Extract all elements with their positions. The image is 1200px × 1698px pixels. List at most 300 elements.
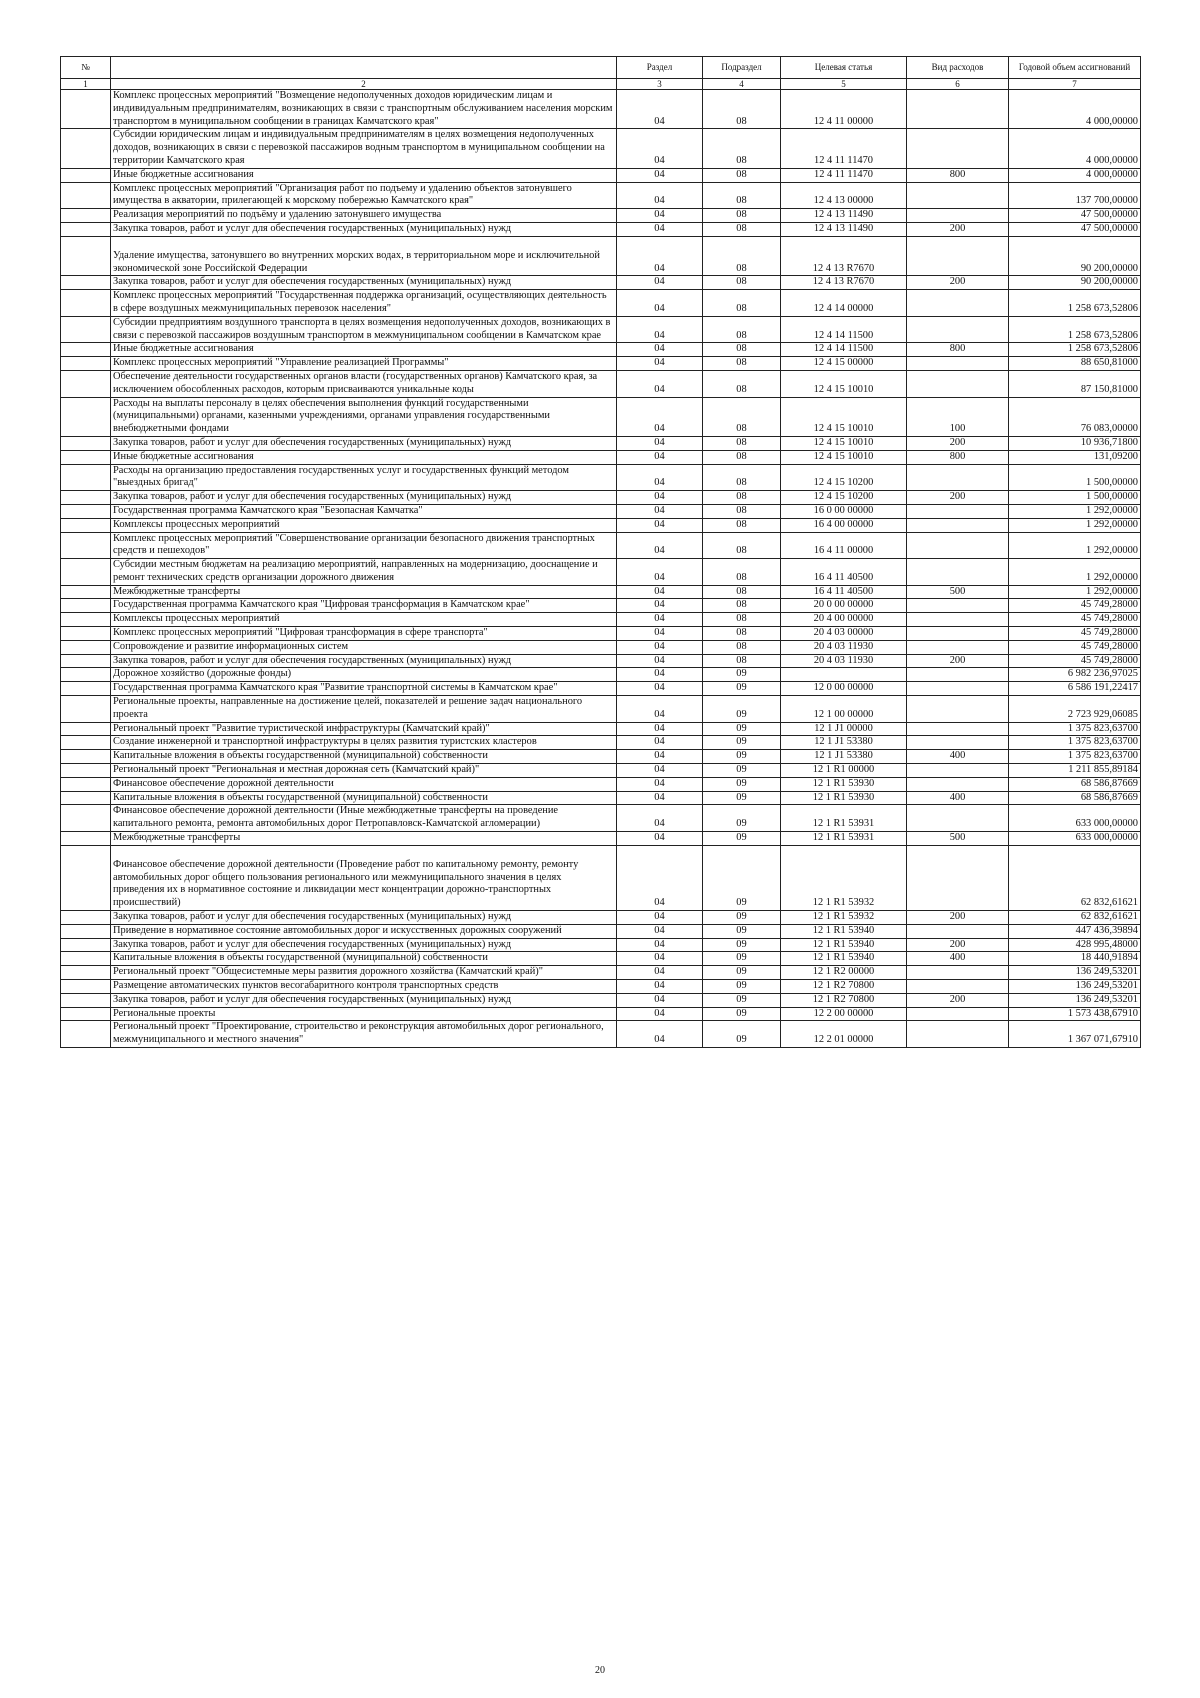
table-row [61,236,1141,276]
row-sum-cell: 10 936,71800 [1009,436,1141,450]
row-vid-rashodov-cell [907,966,1009,980]
row-number-cell [61,805,111,832]
row-podrazdel-cell: 08 [703,640,781,654]
row-razdel-cell: 04 [617,518,703,532]
row-celevaya-statya-cell: 12 4 13 00000 [781,182,907,209]
row-name-cell: Закупка товаров, работ и услуг для обеспечения государственных (муниципальных) нужд [111,491,617,505]
row-number-cell [61,168,111,182]
row-vid-rashodov-cell [907,464,1009,491]
row-vid-rashodov-cell [907,357,1009,371]
column-number-row [61,79,1141,90]
header-celevaya-statya: Целевая статья [781,57,907,79]
row-name-cell: Расходы на организацию предоставления государственных услуг и государственных функций методом "выездных бригад" [111,464,617,491]
row-number-cell [61,791,111,805]
row-razdel-cell: 04 [617,585,703,599]
row-razdel-cell: 04 [617,845,703,910]
row-number-cell [61,750,111,764]
row-celevaya-statya-cell: 16 0 00 00000 [781,504,907,518]
table-row [61,736,1141,750]
row-razdel-cell: 04 [617,924,703,938]
table-row [61,1007,1141,1021]
row-podrazdel-cell: 09 [703,805,781,832]
row-celevaya-statya-cell: 12 4 15 10200 [781,491,907,505]
page-number: 20 [595,1665,605,1676]
row-number-cell [61,1021,111,1048]
table-row [61,938,1141,952]
table-row [61,980,1141,994]
row-name-cell: Капитальные вложения в объекты государственной (муниципальной) собственности [111,791,617,805]
row-number-cell [61,736,111,750]
row-razdel-cell: 04 [617,993,703,1007]
row-podrazdel-cell: 09 [703,764,781,778]
row-name-cell: Капитальные вложения в объекты государственной (муниципальной) собственности [111,750,617,764]
row-sum-cell: 6 982 236,97025 [1009,668,1141,682]
row-vid-rashodov-cell [907,316,1009,343]
table-row [61,129,1141,168]
row-sum-cell: 633 000,00000 [1009,832,1141,846]
row-razdel-cell: 04 [617,640,703,654]
table-row [61,696,1141,723]
row-celevaya-statya-cell: 12 1 R1 53930 [781,791,907,805]
row-vid-rashodov-cell [907,764,1009,778]
row-podrazdel-cell: 08 [703,436,781,450]
row-sum-cell: 428 995,48000 [1009,938,1141,952]
row-name-cell: Субсидии местным бюджетам на реализацию мероприятий, направленных на модернизацию, дооснащение и ремонт технических средств организации дорожного движения [111,559,617,586]
row-razdel-cell: 04 [617,1021,703,1048]
row-celevaya-statya-cell: 12 4 14 00000 [781,290,907,317]
row-podrazdel-cell: 08 [703,450,781,464]
row-razdel-cell: 04 [617,1007,703,1021]
row-name-cell: Комплекс процессных мероприятий "Организация работ по подъему и удалению объектов затонувшего имущества в акватории, прилегающей к морскому побережью Камчатского края" [111,182,617,209]
row-number-cell [61,209,111,223]
row-razdel-cell: 04 [617,966,703,980]
row-sum-cell: 45 749,28000 [1009,599,1141,613]
row-celevaya-statya-cell: 12 4 15 00000 [781,357,907,371]
row-vid-rashodov-cell: 200 [907,222,1009,236]
table-row [61,777,1141,791]
row-number-cell [61,668,111,682]
row-podrazdel-cell: 09 [703,938,781,952]
row-number-cell [61,236,111,276]
table-row [61,450,1141,464]
row-name-cell: Удаление имущества, затонувшего во внутренних морских водах, в территориальном море и исключительной экономической зоне Российской Федерации [111,236,617,276]
row-name-cell: Межбюджетные трансферты [111,832,617,846]
row-celevaya-statya-cell: 12 2 00 00000 [781,1007,907,1021]
row-razdel-cell: 04 [617,832,703,846]
row-sum-cell: 633 000,00000 [1009,805,1141,832]
row-name-cell: Субсидии юридическим лицам и индивидуальным предпринимателям в целях возмещения недополученных доходов, возникающих в связи с перевозкой пассажиров водным транспортом в муниципальном сообщении на территории Камчатского края [111,129,617,168]
row-number-cell [61,222,111,236]
row-razdel-cell: 04 [617,805,703,832]
row-sum-cell: 4 000,00000 [1009,129,1141,168]
row-sum-cell: 136 249,53201 [1009,980,1141,994]
row-sum-cell: 136 249,53201 [1009,993,1141,1007]
row-sum-cell: 90 200,00000 [1009,236,1141,276]
row-razdel-cell: 04 [617,504,703,518]
row-celevaya-statya-cell: 12 1 J1 53380 [781,750,907,764]
row-name-cell: Сопровождение и развитие информационных систем [111,640,617,654]
row-razdel-cell: 04 [617,938,703,952]
row-vid-rashodov-cell [907,722,1009,736]
row-celevaya-statya-cell: 12 1 R1 53940 [781,952,907,966]
row-vid-rashodov-cell: 200 [907,491,1009,505]
row-razdel-cell: 04 [617,370,703,397]
row-number-cell [61,316,111,343]
table-row [61,682,1141,696]
table-row [61,911,1141,925]
row-name-cell: Реализация мероприятий по подъёму и удалению затонувшего имущества [111,209,617,223]
row-sum-cell: 1 258 673,52806 [1009,343,1141,357]
row-celevaya-statya-cell: 12 1 R1 53940 [781,938,907,952]
row-sum-cell: 1 375 823,63700 [1009,736,1141,750]
row-name-cell: Расходы на выплаты персоналу в целях обеспечения выполнения функций государственными (муниципальными) органами, казенными учреждениями, органами управления государственными внебюджетными фондами [111,397,617,436]
table-row [61,791,1141,805]
row-podrazdel-cell: 09 [703,682,781,696]
row-name-cell: Иные бюджетные ассигнования [111,343,617,357]
row-razdel-cell: 04 [617,952,703,966]
row-name-cell: Закупка товаров, работ и услуг для обеспечения государственных (муниципальных) нужд [111,938,617,952]
row-sum-cell: 62 832,61621 [1009,845,1141,910]
row-sum-cell: 1 500,00000 [1009,491,1141,505]
row-podrazdel-cell: 09 [703,791,781,805]
row-number-cell [61,599,111,613]
row-vid-rashodov-cell [907,532,1009,559]
row-sum-cell: 1 292,00000 [1009,518,1141,532]
row-celevaya-statya-cell: 20 4 03 11930 [781,654,907,668]
table-row [61,290,1141,317]
row-celevaya-statya-cell: 12 1 00 00000 [781,696,907,723]
row-sum-cell: 136 249,53201 [1009,966,1141,980]
row-podrazdel-cell: 08 [703,532,781,559]
row-vid-rashodov-cell [907,182,1009,209]
row-razdel-cell: 04 [617,222,703,236]
row-celevaya-statya-cell: 12 1 R1 53932 [781,845,907,910]
row-vid-rashodov-cell: 200 [907,436,1009,450]
row-sum-cell: 76 083,00000 [1009,397,1141,436]
row-vid-rashodov-cell [907,236,1009,276]
row-celevaya-statya-cell: 12 1 R1 53931 [781,832,907,846]
row-number-cell [61,129,111,168]
row-celevaya-statya-cell: 20 0 00 00000 [781,599,907,613]
row-sum-cell: 45 749,28000 [1009,640,1141,654]
row-vid-rashodov-cell [907,668,1009,682]
row-vid-rashodov-cell: 200 [907,276,1009,290]
row-name-cell: Приведение в нормативное состояние автомобильных дорог и искусственных дорожных сооружений [111,924,617,938]
row-sum-cell: 1 573 438,67910 [1009,1007,1141,1021]
row-razdel-cell: 04 [617,668,703,682]
row-name-cell: Иные бюджетные ассигнования [111,450,617,464]
row-vid-rashodov-cell: 200 [907,911,1009,925]
table-row [61,599,1141,613]
table-row [61,952,1141,966]
row-vid-rashodov-cell [907,613,1009,627]
row-number-cell [61,924,111,938]
row-podrazdel-cell: 08 [703,585,781,599]
table-row [61,613,1141,627]
row-celevaya-statya-cell: 16 4 11 40500 [781,585,907,599]
row-number-cell [61,532,111,559]
row-celevaya-statya-cell: 12 4 13 11490 [781,222,907,236]
row-vid-rashodov-cell [907,845,1009,910]
row-celevaya-statya-cell: 12 2 01 00000 [781,1021,907,1048]
row-vid-rashodov-cell: 500 [907,585,1009,599]
document-page [60,56,1140,1048]
col-number: 4 [703,79,781,90]
row-vid-rashodov-cell [907,736,1009,750]
table-row [61,464,1141,491]
row-sum-cell: 4 000,00000 [1009,168,1141,182]
table-row [61,370,1141,397]
row-podrazdel-cell: 08 [703,276,781,290]
row-number-cell [61,518,111,532]
row-vid-rashodov-cell [907,129,1009,168]
row-podrazdel-cell: 09 [703,736,781,750]
row-razdel-cell: 04 [617,627,703,641]
row-celevaya-statya-cell: 12 4 15 10200 [781,464,907,491]
row-number-cell [61,343,111,357]
row-celevaya-statya-cell: 12 4 13 11490 [781,209,907,223]
row-vid-rashodov-cell: 800 [907,168,1009,182]
table-row [61,276,1141,290]
table-row [61,722,1141,736]
row-razdel-cell: 04 [617,911,703,925]
row-celevaya-statya-cell: 12 1 R1 53932 [781,911,907,925]
row-celevaya-statya-cell: 20 4 00 00000 [781,613,907,627]
row-podrazdel-cell: 08 [703,397,781,436]
col-number: 5 [781,79,907,90]
row-celevaya-statya-cell: 12 0 00 00000 [781,682,907,696]
row-podrazdel-cell: 08 [703,370,781,397]
row-podrazdel-cell: 08 [703,491,781,505]
row-number-cell [61,1007,111,1021]
row-vid-rashodov-cell [907,696,1009,723]
row-vid-rashodov-cell: 100 [907,397,1009,436]
table-row [61,966,1141,980]
row-name-cell: Закупка товаров, работ и услуг для обеспечения государственных (муниципальных) нужд [111,276,617,290]
row-celevaya-statya-cell: 12 1 R1 53931 [781,805,907,832]
row-vid-rashodov-cell: 200 [907,993,1009,1007]
table-row [61,222,1141,236]
table-row [61,805,1141,832]
row-podrazdel-cell: 08 [703,464,781,491]
row-podrazdel-cell: 08 [703,504,781,518]
row-name-cell: Создание инженерной и транспортной инфраструктуры в целях развития туристских кластеров [111,736,617,750]
row-vid-rashodov-cell [907,209,1009,223]
row-podrazdel-cell: 08 [703,222,781,236]
row-celevaya-statya-cell: 16 4 11 40500 [781,559,907,586]
col-number: 3 [617,79,703,90]
row-sum-cell: 87 150,81000 [1009,370,1141,397]
header-no: № [61,57,111,79]
row-number-cell [61,640,111,654]
row-celevaya-statya-cell: 12 4 11 11470 [781,129,907,168]
row-razdel-cell: 04 [617,209,703,223]
row-podrazdel-cell: 08 [703,559,781,586]
row-vid-rashodov-cell: 800 [907,450,1009,464]
row-vid-rashodov-cell: 200 [907,654,1009,668]
row-number-cell [61,845,111,910]
table-row [61,491,1141,505]
row-name-cell: Закупка товаров, работ и услуг для обеспечения государственных (муниципальных) нужд [111,222,617,236]
row-sum-cell: 45 749,28000 [1009,613,1141,627]
row-sum-cell: 4 000,00000 [1009,90,1141,129]
row-razdel-cell: 04 [617,532,703,559]
row-vid-rashodov-cell: 400 [907,750,1009,764]
row-name-cell: Региональный проект "Региональная и местная дорожная сеть (Камчатский край)" [111,764,617,778]
row-sum-cell: 6 586 191,22417 [1009,682,1141,696]
row-razdel-cell: 04 [617,491,703,505]
row-podrazdel-cell: 09 [703,668,781,682]
row-number-cell [61,464,111,491]
row-sum-cell: 1 258 673,52806 [1009,290,1141,317]
row-celevaya-statya-cell: 12 1 J1 53380 [781,736,907,750]
row-razdel-cell: 04 [617,559,703,586]
row-razdel-cell: 04 [617,682,703,696]
row-name-cell: Комплексы процессных мероприятий [111,613,617,627]
row-razdel-cell: 04 [617,750,703,764]
row-razdel-cell: 04 [617,613,703,627]
row-podrazdel-cell: 08 [703,316,781,343]
row-number-cell [61,436,111,450]
row-podrazdel-cell: 09 [703,924,781,938]
row-celevaya-statya-cell: 12 4 13 R7670 [781,236,907,276]
row-podrazdel-cell: 08 [703,654,781,668]
row-number-cell [61,682,111,696]
row-number-cell [61,370,111,397]
row-name-cell: Государственная программа Камчатского края "Цифровая трансформация в Камчатском крае" [111,599,617,613]
row-razdel-cell: 04 [617,343,703,357]
row-celevaya-statya-cell: 12 1 J1 00000 [781,722,907,736]
row-vid-rashodov-cell [907,924,1009,938]
row-number-cell [61,357,111,371]
row-sum-cell: 1 258 673,52806 [1009,316,1141,343]
row-podrazdel-cell: 08 [703,168,781,182]
table-row [61,182,1141,209]
table-row [61,627,1141,641]
row-sum-cell: 137 700,00000 [1009,182,1141,209]
row-celevaya-statya-cell: 12 1 R2 70800 [781,980,907,994]
row-sum-cell: 68 586,87669 [1009,791,1141,805]
row-number-cell [61,182,111,209]
row-celevaya-statya-cell: 12 1 R2 70800 [781,993,907,1007]
header-podrazdel: Подраздел [703,57,781,79]
row-razdel-cell: 04 [617,182,703,209]
row-razdel-cell: 04 [617,791,703,805]
row-name-cell: Региональный проект "Общесистемные меры развития дорожного хозяйства (Камчатский край)" [111,966,617,980]
row-vid-rashodov-cell [907,370,1009,397]
row-celevaya-statya-cell: 12 1 R1 53930 [781,777,907,791]
row-vid-rashodov-cell [907,627,1009,641]
row-podrazdel-cell: 09 [703,1007,781,1021]
row-razdel-cell: 04 [617,764,703,778]
row-celevaya-statya-cell: 12 1 R2 00000 [781,966,907,980]
row-podrazdel-cell: 08 [703,236,781,276]
row-number-cell [61,491,111,505]
table-row [61,559,1141,586]
row-razdel-cell: 04 [617,599,703,613]
row-podrazdel-cell: 09 [703,777,781,791]
row-podrazdel-cell: 09 [703,832,781,846]
row-razdel-cell: 04 [617,722,703,736]
row-name-cell: Комплекс процессных мероприятий "Совершенствование организации безопасного движения транспортных средств и пешеходов" [111,532,617,559]
table-row [61,1021,1141,1048]
row-celevaya-statya-cell: 12 4 11 11470 [781,168,907,182]
row-sum-cell: 1 292,00000 [1009,585,1141,599]
row-celevaya-statya-cell: 16 4 11 00000 [781,532,907,559]
table-row [61,832,1141,846]
table-body [61,90,1141,1048]
row-sum-cell: 68 586,87669 [1009,777,1141,791]
row-name-cell: Иные бюджетные ассигнования [111,168,617,182]
row-name-cell: Финансовое обеспечение дорожной деятельности [111,777,617,791]
row-podrazdel-cell: 09 [703,952,781,966]
table-row [61,504,1141,518]
row-podrazdel-cell: 09 [703,696,781,723]
row-name-cell: Региональный проект "Развитие туристической инфраструктуры (Камчатский край)" [111,722,617,736]
row-vid-rashodov-cell [907,599,1009,613]
row-number-cell [61,450,111,464]
row-sum-cell: 62 832,61621 [1009,911,1141,925]
row-vid-rashodov-cell [907,559,1009,586]
row-name-cell: Финансовое обеспечение дорожной деятельности (Иные межбюджетные трансферты на проведение капитального ремонта, ремонта автомобильных дорог Петропавловск-Камчатской агломерации) [111,805,617,832]
row-number-cell [61,993,111,1007]
row-razdel-cell: 04 [617,276,703,290]
row-vid-rashodov-cell [907,504,1009,518]
row-number-cell [61,696,111,723]
table-row [61,518,1141,532]
row-podrazdel-cell: 08 [703,90,781,129]
header-razdel: Раздел [617,57,703,79]
row-sum-cell: 47 500,00000 [1009,222,1141,236]
row-razdel-cell: 04 [617,236,703,276]
row-celevaya-statya-cell: 20 4 03 11930 [781,640,907,654]
row-razdel-cell: 04 [617,654,703,668]
row-vid-rashodov-cell [907,980,1009,994]
row-razdel-cell: 04 [617,464,703,491]
row-razdel-cell: 04 [617,129,703,168]
row-podrazdel-cell: 08 [703,290,781,317]
col-number: 1 [61,79,111,90]
row-razdel-cell: 04 [617,316,703,343]
row-number-cell [61,559,111,586]
table-row [61,397,1141,436]
table-header-row [61,57,1141,79]
row-sum-cell: 1 375 823,63700 [1009,722,1141,736]
row-number-cell [61,911,111,925]
row-sum-cell: 1 292,00000 [1009,559,1141,586]
table-row [61,668,1141,682]
row-vid-rashodov-cell [907,805,1009,832]
table-row [61,357,1141,371]
row-number-cell [61,504,111,518]
row-celevaya-statya-cell: 12 1 R1 53940 [781,924,907,938]
row-name-cell: Финансовое обеспечение дорожной деятельности (Проведение работ по капитальному ремонту, ремонту автомобильных дорог общего пользования регионального или межмуниципального значения в целях приведения их в нормативное состояние и ликвидации мест концентрации дорожно-транспортных происшествий) [111,845,617,910]
row-podrazdel-cell: 08 [703,343,781,357]
row-celevaya-statya-cell: 16 4 00 00000 [781,518,907,532]
row-podrazdel-cell: 09 [703,980,781,994]
row-podrazdel-cell: 09 [703,966,781,980]
row-celevaya-statya-cell: 12 4 15 10010 [781,370,907,397]
budget-table [60,56,1141,1048]
row-sum-cell: 2 723 929,06085 [1009,696,1141,723]
row-razdel-cell: 04 [617,436,703,450]
table-row [61,90,1141,129]
row-name-cell: Закупка товаров, работ и услуг для обеспечения государственных (муниципальных) нужд [111,654,617,668]
row-razdel-cell: 04 [617,736,703,750]
row-sum-cell: 1 292,00000 [1009,504,1141,518]
row-name-cell: Комплекс процессных мероприятий "Управление реализацией Программы" [111,357,617,371]
row-name-cell: Межбюджетные трансферты [111,585,617,599]
